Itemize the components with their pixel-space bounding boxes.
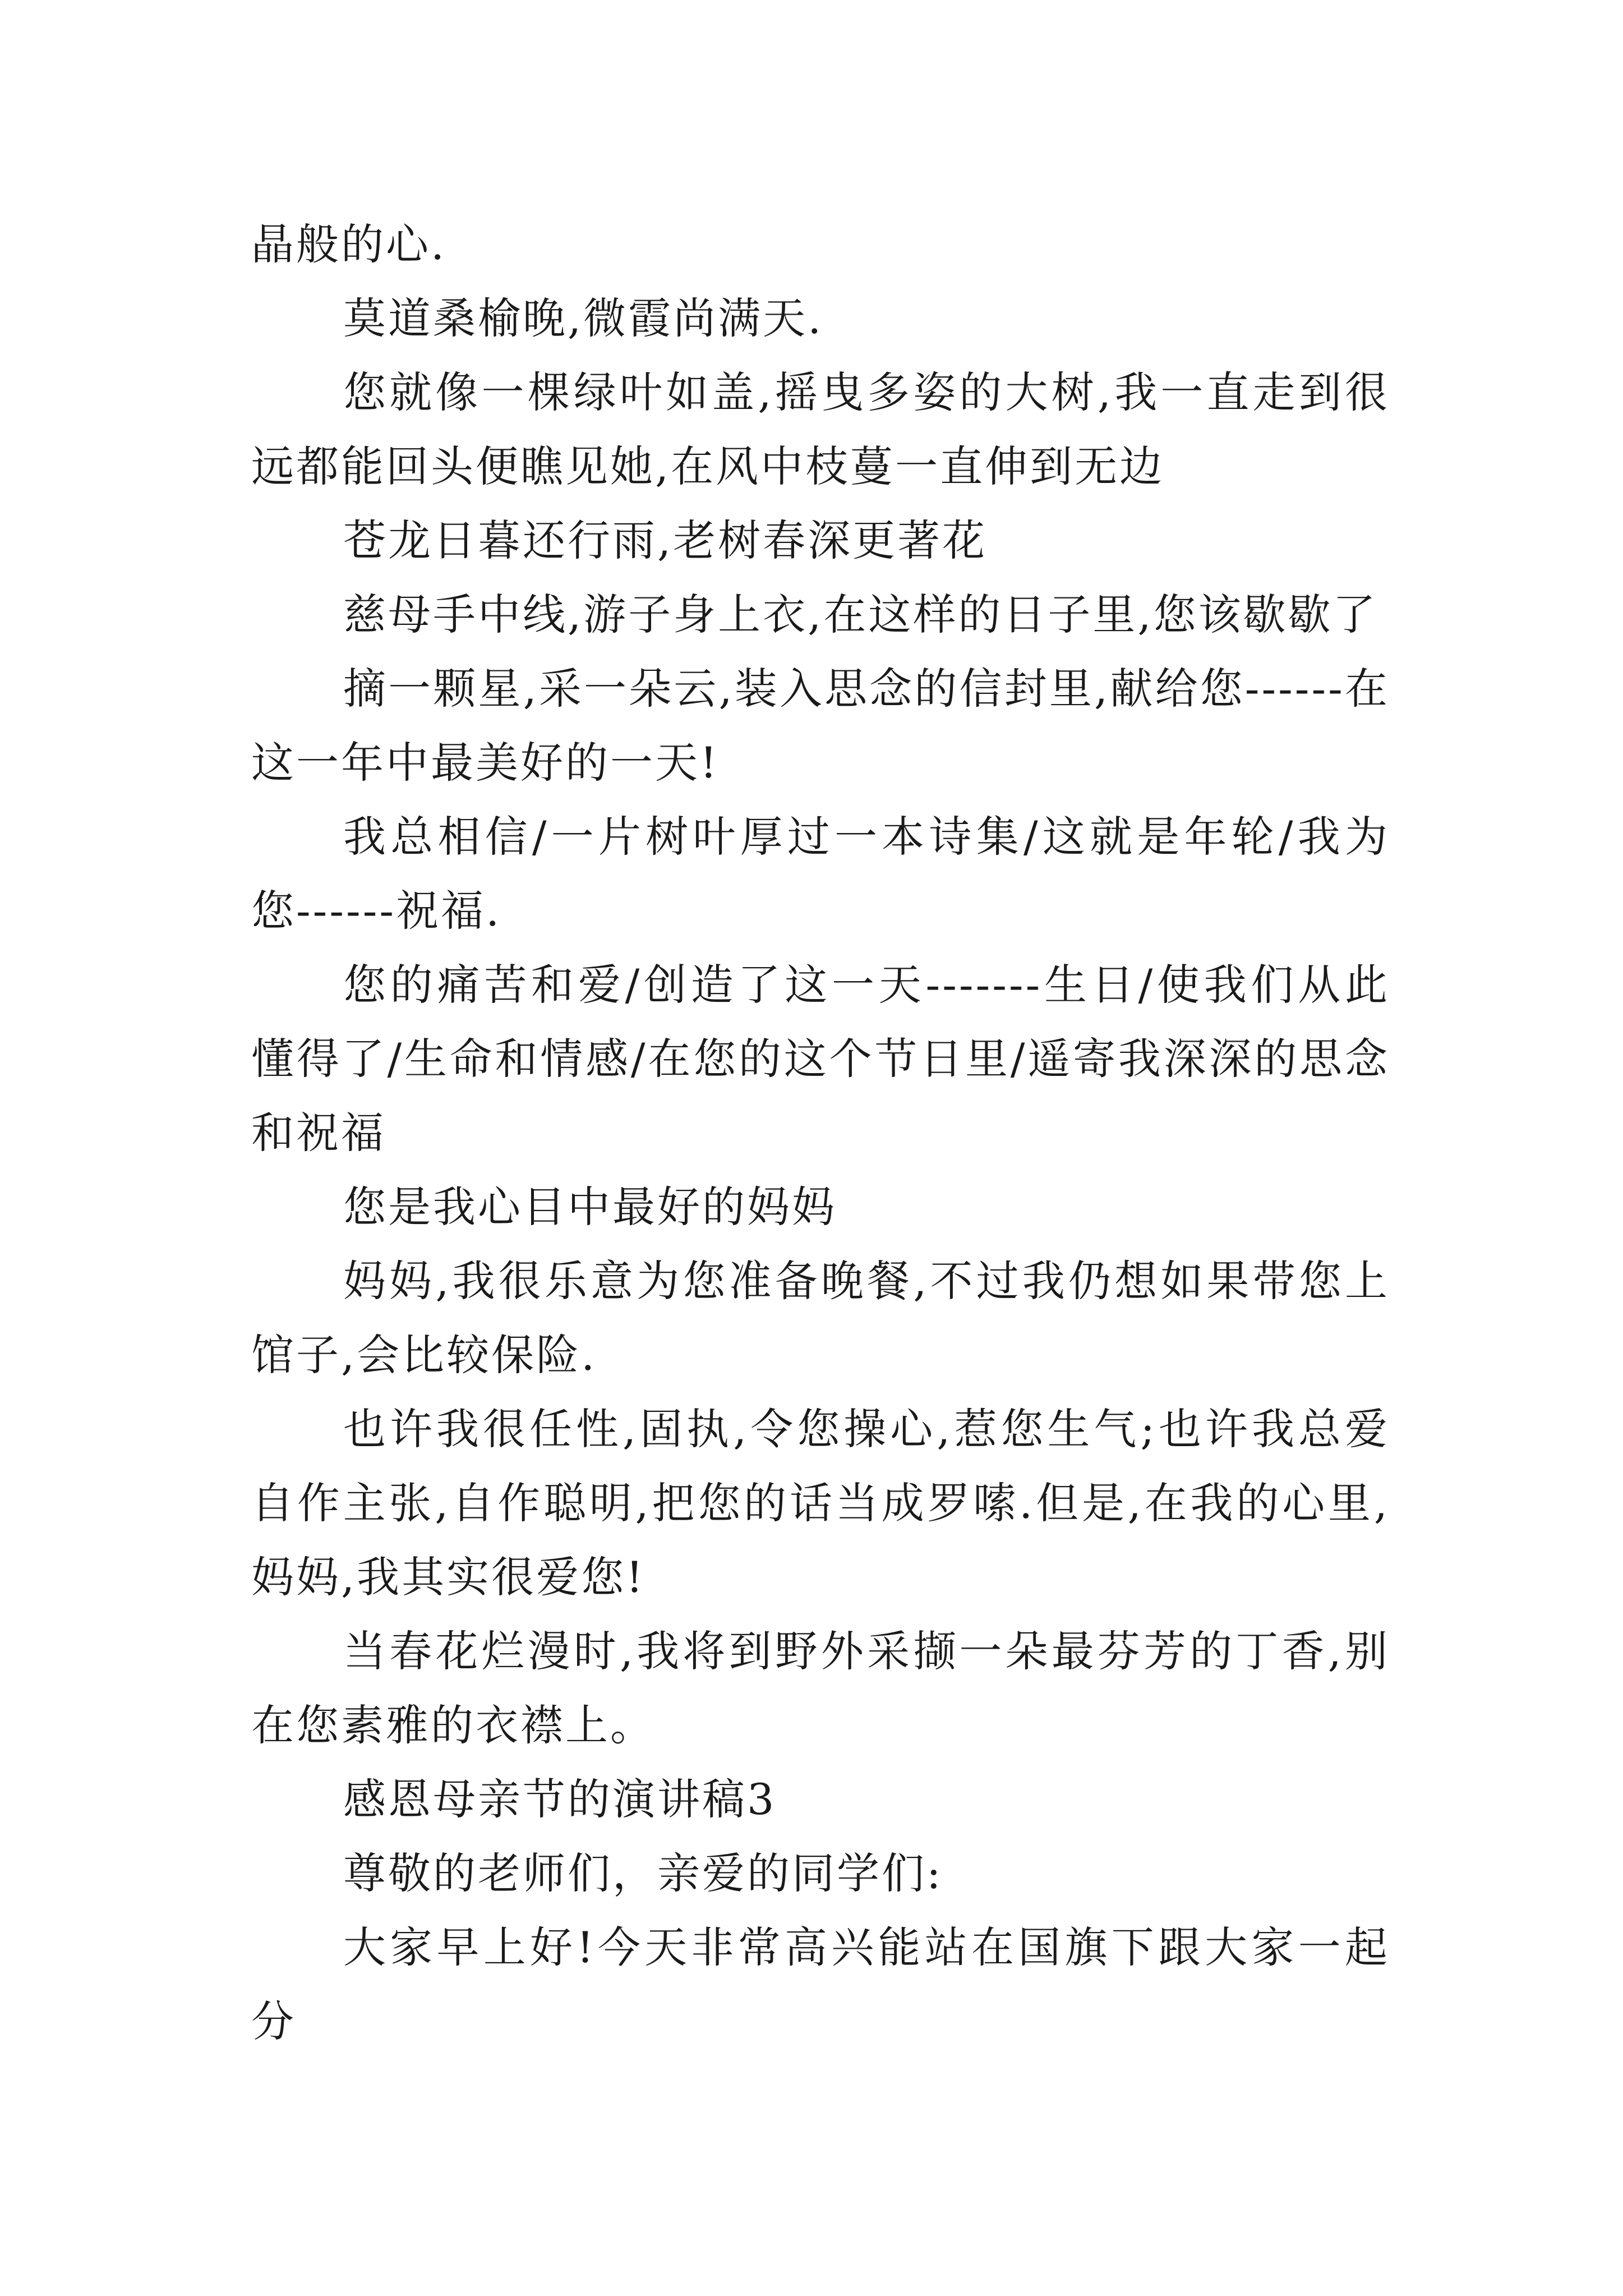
paragraph: 莫道桑榆晚,微霞尚满天. [343,293,824,343]
paragraph: 大家早上好!今天非常高兴能站在国旗下跟大家一起分 [251,1922,1390,2046]
paragraph: 也许我很任性,固执,令您操心,惹您生气;也许我总爱自作主张,自作聪明,把您的话当成罗嗦.但是,在我的心里,妈妈,我其实很爱您! [251,1404,1390,1602]
paragraph-continuation: 晶般的心. [251,219,447,269]
paragraph: 您就像一棵绿叶如盖,摇曳多姿的大树,我一直走到很远都能回头便瞧见她,在风中枝蔓一直伸到无边 [251,367,1390,491]
paragraph: 您的痛苦和爱/创造了这一天-------生日/使我们从此懂得了/生命和情感/在您的这个节日里/遥寄我深深的思念和祝福 [251,960,1390,1158]
section-heading: 感恩母亲节的演讲稿3 [343,1774,777,1824]
paragraph: 当春花烂漫时,我将到野外采撷一朵最芬芳的丁香,别在您素雅的衣襟上。 [251,1626,1390,1750]
paragraph: 妈妈,我很乐意为您准备晚餐,不过我仍想如果带您上馆子,会比较保险. [251,1256,1390,1380]
paragraph: 苍龙日暮还行雨,老树春深更著花 [343,516,988,565]
paragraph: 慈母手中线,游子身上衣,在这样的日子里,您该歇歇了 [343,590,1378,639]
document-body [251,208,1390,2059]
paragraph: 我总相信/一片树叶厚过一本诗集/这就是年轮/我为您------祝福. [251,812,1390,936]
paragraph: 摘一颗星,采一朵云,装入思念的信封里,献给您------在这一年中最美好的一天! [251,664,1390,788]
salutation: 尊敬的老师们，亲爱的同学们: [343,1848,943,1898]
paragraph: 您是我心目中最好的妈妈 [343,1182,837,1232]
